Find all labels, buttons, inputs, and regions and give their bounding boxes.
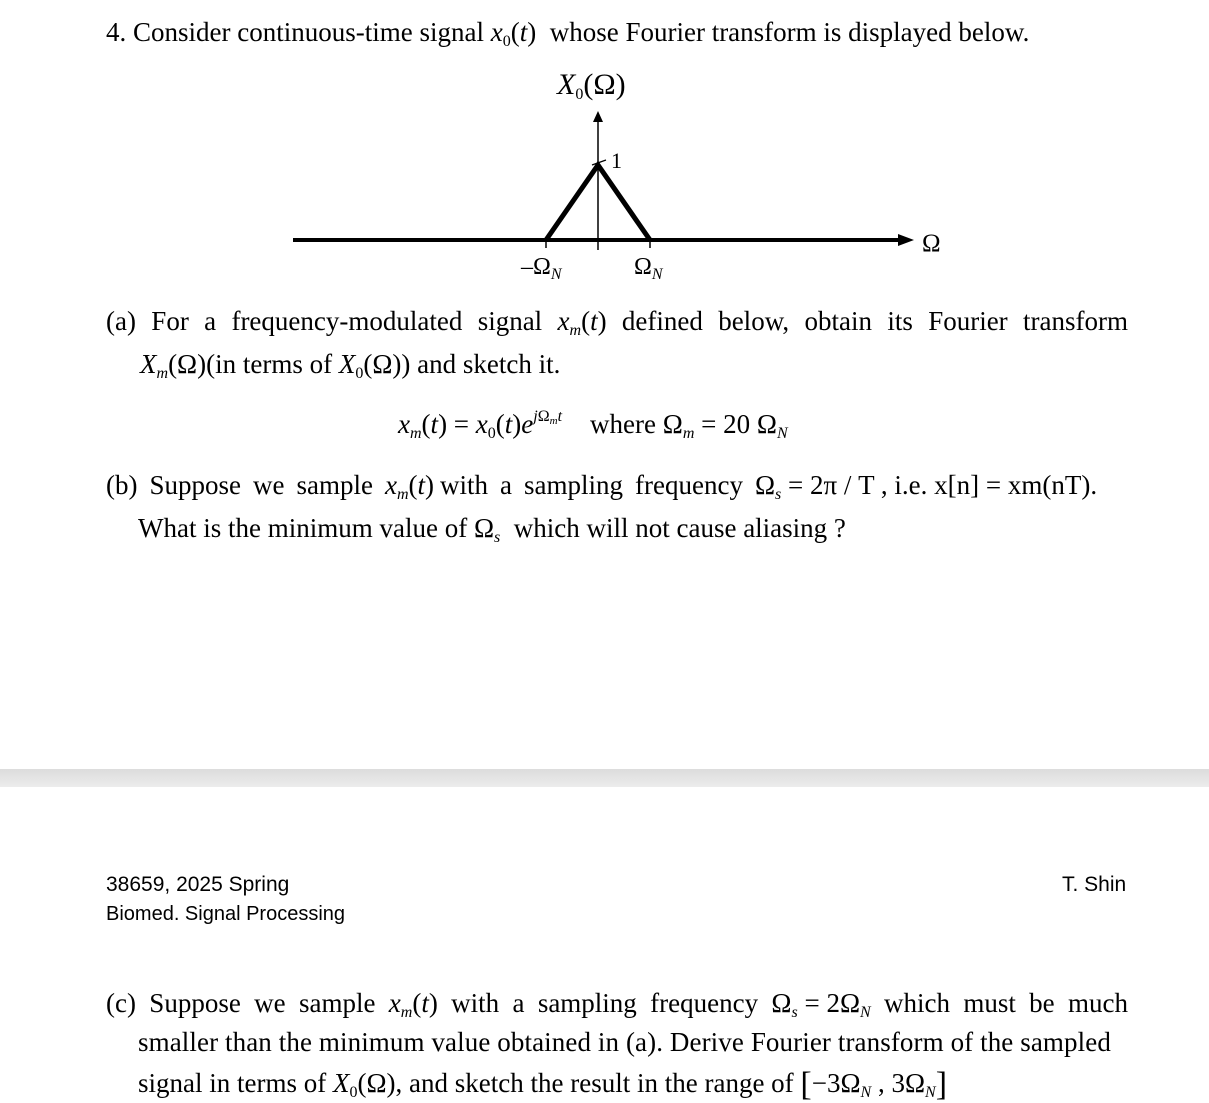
word: with	[440, 470, 489, 500]
footer-course: 38659, 2025 Spring	[106, 873, 290, 896]
word: which	[884, 988, 950, 1018]
part-c-line2: smaller than the minimum value obtained in (a). Derive Fourier transform of the sampled	[138, 1027, 1111, 1057]
problem-intro: 4. Consider continuous-time signal $x_0(t)$ whose Fourier transform is displayed below.	[106, 17, 1030, 50]
footer-course-name: Biomed. Signal Processing	[106, 903, 346, 925]
word: be	[1029, 988, 1055, 1018]
part-a-line1	[106, 306, 1128, 339]
part-b-sampling-eq: = 2π / T , i.e.	[788, 470, 928, 500]
part-c-line3-mid: , and sketch the result in the range of	[395, 1068, 794, 1098]
part-b-xn: x[n] = xm(nT).	[934, 470, 1098, 500]
frequency-axis-arrowhead	[898, 234, 914, 246]
word: frequency	[635, 470, 743, 500]
word: sample	[298, 988, 376, 1018]
right-tick-label: $\Omega_N$	[634, 254, 663, 283]
left-tick-label: $-\Omega_N$	[521, 254, 562, 283]
word: below,	[718, 306, 790, 336]
word: its	[887, 306, 913, 336]
magnitude-axis-arrowhead	[593, 111, 603, 122]
word: obtain	[804, 306, 873, 336]
word: sample	[296, 470, 373, 500]
part-b-line1: (b) Suppose we sample $x_m(t)$ with a sampling frequency $\Omega_s = 2\pi / T$ , i.e. x[n] = xm(nT).	[106, 470, 1098, 503]
part-b-line2: What is the minimum value of $\Omega_s$ which will not cause aliasing ?	[138, 513, 846, 546]
word: sampling	[537, 988, 637, 1018]
part-b-line2-start: What is the minimum value of	[138, 513, 468, 543]
word: we	[254, 988, 286, 1018]
math-xm-t: $x_m(t)$	[557, 306, 607, 339]
intro-text-start: 4. Consider continuous-time signal	[106, 17, 491, 47]
word: frequency	[650, 988, 759, 1018]
word: transform	[1023, 306, 1128, 336]
word: defined	[621, 306, 703, 336]
word: with	[451, 988, 500, 1018]
word: Fourier	[928, 306, 1008, 336]
where-value: = 20	[701, 409, 751, 439]
footer-author: T. Shin	[1062, 873, 1127, 896]
part-a-line2: $X_m(\Omega)(in$ terms of $X_0(\Omega)$) and sketch it.	[140, 349, 561, 382]
word: a	[500, 470, 513, 500]
word: Suppose	[149, 988, 241, 1018]
figure-title: $X_0(\Omega)$	[557, 68, 626, 103]
word: signal	[477, 306, 543, 336]
word: a	[204, 306, 217, 336]
peak-label: 1	[611, 148, 622, 173]
page-separator	[0, 769, 1209, 787]
where-text: where	[590, 409, 656, 439]
part-c-line3-start: signal in terms of	[138, 1068, 327, 1098]
word: frequency-modulated	[231, 306, 463, 336]
part-c-line1	[106, 988, 1128, 1021]
word: a	[512, 988, 525, 1018]
part-b-line2-end: which will not cause aliasing ?	[513, 513, 846, 543]
axis-label-omega: Ω	[922, 230, 941, 257]
part-a-equation: $x_m(t) = x_0(t)e^{j\Omega_mt}$ where $\Omega_m = 20$ $\Omega_N$	[398, 408, 788, 442]
word: must	[963, 988, 1016, 1018]
word: For	[151, 306, 189, 336]
word: (a)	[106, 306, 136, 336]
math-xm-t: $x_m(t)$	[388, 988, 438, 1021]
spectrum-plot	[280, 105, 960, 290]
word: (b)	[106, 470, 138, 500]
intro-text-end: whose Fourier transform is displayed below.	[549, 17, 1030, 47]
word: (c)	[106, 988, 136, 1018]
part-c-line3: signal in terms of $X_0(\Omega)$, and sketch the result in the range of [$-3\Omega_N$ , $3\Omega_N$]	[138, 1066, 948, 1103]
word: we	[253, 470, 285, 500]
word: much	[1067, 988, 1128, 1018]
part-a-line2-mid: (in terms of	[206, 349, 333, 379]
word: sampling	[524, 470, 624, 500]
math-sampling-freq: $\Omega_s = 2\Omega_N$	[771, 988, 871, 1021]
word: Suppose	[149, 470, 241, 500]
part-a-line2-end: ) and sketch it.	[401, 349, 561, 379]
